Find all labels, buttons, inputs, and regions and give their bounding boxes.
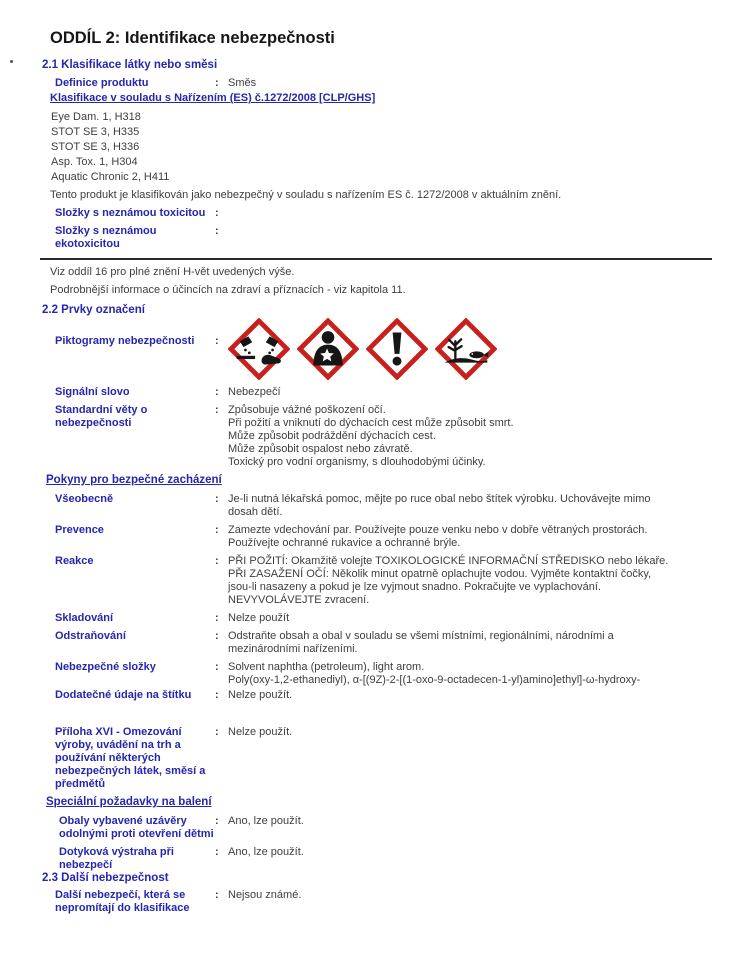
child-resistant-label: Obaly vybavené uzávěry odolnými proti otevření dětmi bbox=[59, 815, 214, 840]
colon: : bbox=[215, 77, 219, 89]
other-hazards-label: Další nebezpečí, která se nepromítají do klasifikace bbox=[55, 889, 190, 914]
unknown-toxicity-value bbox=[228, 207, 673, 220]
disposal-value: Odstraňte obsah a obal v souladu se všemi místními, regionálními, národními a mezinárodními nařízeními. bbox=[228, 630, 614, 655]
classification-list bbox=[51, 110, 714, 185]
hazardous-ingredients-label: Nebezpečné složky bbox=[55, 661, 156, 673]
unknown-ecotoxicity-value bbox=[228, 225, 673, 251]
colon: : bbox=[215, 846, 219, 858]
general-value: Je-li nutná lékařská pomoc, mějte po ruce obal nebo štítek výrobku. Uchovávejte mimo dosah dětí. bbox=[228, 493, 651, 518]
row-annex-xvi bbox=[55, 726, 714, 791]
tactile-warning-value: Ano, lze použít. bbox=[228, 846, 304, 858]
row-other-hazards bbox=[55, 889, 714, 915]
classification-item: STOT SE 3, H336 bbox=[51, 141, 140, 153]
packaging-heading: Speciální požadavky na balení bbox=[46, 796, 212, 808]
row-storage bbox=[55, 612, 714, 625]
annex-xvi-label: Příloha XVI - Omezování výroby, uvádění na trh a používání některých nebezpečných látek, směsí a předmětů bbox=[55, 726, 206, 790]
row-child-resistant bbox=[59, 815, 714, 841]
response-value: PŘI POŽITÍ: Okamžitě volejte TOXIKOLOGICKÉ INFORMAČNÍ STŘEDISKO nebo lékaře. PŘI ZASAŽENÍ OČÍ: Několik minut opatrně oplachujte vodou. Vyjměte kontaktní čočky, jsou-li nasazeny a pokud je lze vyjmout snadno. Pokračujte ve vyplachování. NEVYVOLÁVEJTE zvracení. bbox=[228, 555, 669, 606]
scan-artifact-dot bbox=[10, 60, 13, 63]
row-tactile-warning bbox=[59, 846, 714, 872]
colon: : bbox=[215, 335, 219, 347]
hazard-statement: Způsobuje vážné poškození očí. bbox=[228, 404, 386, 416]
disposal-label: Odstraňování bbox=[55, 630, 126, 642]
tactile-warning-label: Dotyková výstraha při nebezpečí bbox=[59, 846, 174, 871]
heading-2-2: 2.2 Prvky označení bbox=[42, 304, 145, 316]
classified-note: Tento produkt je klasifikován jako nebezpečný v souladu s nařízením ES č. 1272/2008 v aktuálním znění. bbox=[50, 189, 562, 201]
hazard-statement: Může způsobit ospalost nebo závratě. bbox=[228, 443, 413, 455]
unknown-toxicity-label: Složky s neznámou toxicitou bbox=[55, 207, 206, 219]
row-response bbox=[55, 555, 714, 607]
row-hazardous-ingredients bbox=[55, 661, 714, 687]
response-label: Reakce bbox=[55, 555, 94, 567]
row-general bbox=[55, 493, 714, 519]
spacer bbox=[42, 707, 714, 726]
divider-line bbox=[40, 258, 712, 260]
colon: : bbox=[215, 726, 219, 738]
colon: : bbox=[215, 630, 219, 642]
colon: : bbox=[215, 524, 219, 536]
signal-word-label: Signální slovo bbox=[55, 386, 130, 398]
classification-item: STOT SE 3, H335 bbox=[51, 126, 140, 138]
colon: : bbox=[215, 555, 219, 567]
row-signal-word bbox=[55, 386, 714, 399]
ghs05-corrosion-icon bbox=[228, 318, 290, 380]
hazard-statements-label: Standardní věty o nebezpečnosti bbox=[55, 404, 148, 429]
classification-item: Eye Dam. 1, H318 bbox=[51, 111, 141, 123]
hazardous-ingredient: Poly(oxy-1,2-ethanediyl), α-[(9Z)-2-[(1-oxo-9-octadecen-1-yl)amino]ethyl]-ω-hydroxy- bbox=[228, 674, 641, 686]
colon: : bbox=[215, 386, 219, 398]
ghs-pictograms bbox=[228, 318, 714, 380]
supplemental-label: Dodatečné údaje na štítku bbox=[55, 689, 192, 701]
colon: : bbox=[215, 661, 219, 673]
section-title: ODDÍL 2: Identifikace nebezpečnosti bbox=[50, 29, 335, 47]
hazard-statements-list bbox=[228, 404, 673, 469]
general-label: Všeobecně bbox=[55, 493, 114, 505]
classification-heading: Klasifikace v souladu s Nařízením (ES) č.1272/2008 [CLP/GHS] bbox=[50, 92, 376, 104]
precautionary-heading: Pokyny pro bezpečné zacházení bbox=[46, 474, 222, 486]
row-unknown-ecotoxicity bbox=[55, 225, 714, 251]
colon: : bbox=[215, 815, 219, 827]
ghs09-environment-icon bbox=[435, 318, 497, 380]
heading-2-3: 2.3 Další nebezpečnost bbox=[42, 872, 169, 884]
ghs08-health-hazard-icon bbox=[297, 318, 359, 380]
see-section16-note: Viz oddíl 16 pro plné znění H-vět uvedených výše. bbox=[50, 266, 295, 278]
colon: : bbox=[215, 493, 219, 505]
classification-item: Aquatic Chronic 2, H411 bbox=[51, 171, 170, 183]
more-info-note: Podrobnější informace o účincích na zdraví a příznacích - viz kapitola 11. bbox=[50, 284, 406, 296]
classification-item: Asp. Tox. 1, H304 bbox=[51, 156, 138, 168]
annex-xvi-value: Nelze použít. bbox=[228, 726, 293, 738]
hazardous-ingredients-list bbox=[228, 661, 673, 687]
child-resistant-value: Ano, lze použít. bbox=[228, 815, 304, 827]
heading-2-1: 2.1 Klasifikace látky nebo směsi bbox=[42, 59, 218, 71]
row-unknown-toxicity bbox=[55, 207, 714, 220]
colon: : bbox=[215, 404, 219, 416]
row-pictograms bbox=[55, 320, 714, 380]
row-disposal bbox=[55, 630, 714, 656]
ghs07-exclamation-icon bbox=[366, 318, 428, 380]
hazard-statement: Toxický pro vodní organismy, s dlouhodobými účinky. bbox=[228, 456, 486, 468]
row-product-definition bbox=[55, 77, 714, 90]
row-supplemental bbox=[55, 689, 714, 702]
row-prevention bbox=[55, 524, 714, 550]
product-definition-value: Směs bbox=[228, 77, 257, 89]
storage-label: Skladování bbox=[55, 612, 114, 624]
hazard-statement: Při požití a vniknutí do dýchacích cest může způsobit smrt. bbox=[228, 417, 514, 429]
row-hazard-statements bbox=[55, 404, 714, 469]
other-hazards-value: Nejsou známé. bbox=[228, 889, 302, 901]
colon: : bbox=[215, 612, 219, 624]
colon: : bbox=[215, 207, 219, 219]
colon: : bbox=[215, 689, 219, 701]
signal-word-value: Nebezpečí bbox=[228, 386, 281, 398]
pictograms-label: Piktogramy nebezpečnosti bbox=[55, 335, 195, 347]
prevention-value: Zamezte vdechování par. Používejte pouze venku nebo v dobře větraných prostorách. Používejte ochranné rukavice a ochranné brýle. bbox=[228, 524, 648, 549]
colon: : bbox=[215, 889, 219, 901]
product-definition-label: Definice produktu bbox=[55, 77, 149, 89]
hazard-statement: Může způsobit podráždění dýchacích cest. bbox=[228, 430, 436, 442]
prevention-label: Prevence bbox=[55, 524, 104, 536]
storage-value: Nelze použít bbox=[228, 612, 290, 624]
hazardous-ingredient: Solvent naphtha (petroleum), light arom. bbox=[228, 661, 425, 673]
supplemental-value: Nelze použít. bbox=[228, 689, 293, 701]
unknown-ecotoxicity-label: Složky s neznámou ekotoxicitou bbox=[55, 225, 157, 250]
colon: : bbox=[215, 225, 219, 237]
